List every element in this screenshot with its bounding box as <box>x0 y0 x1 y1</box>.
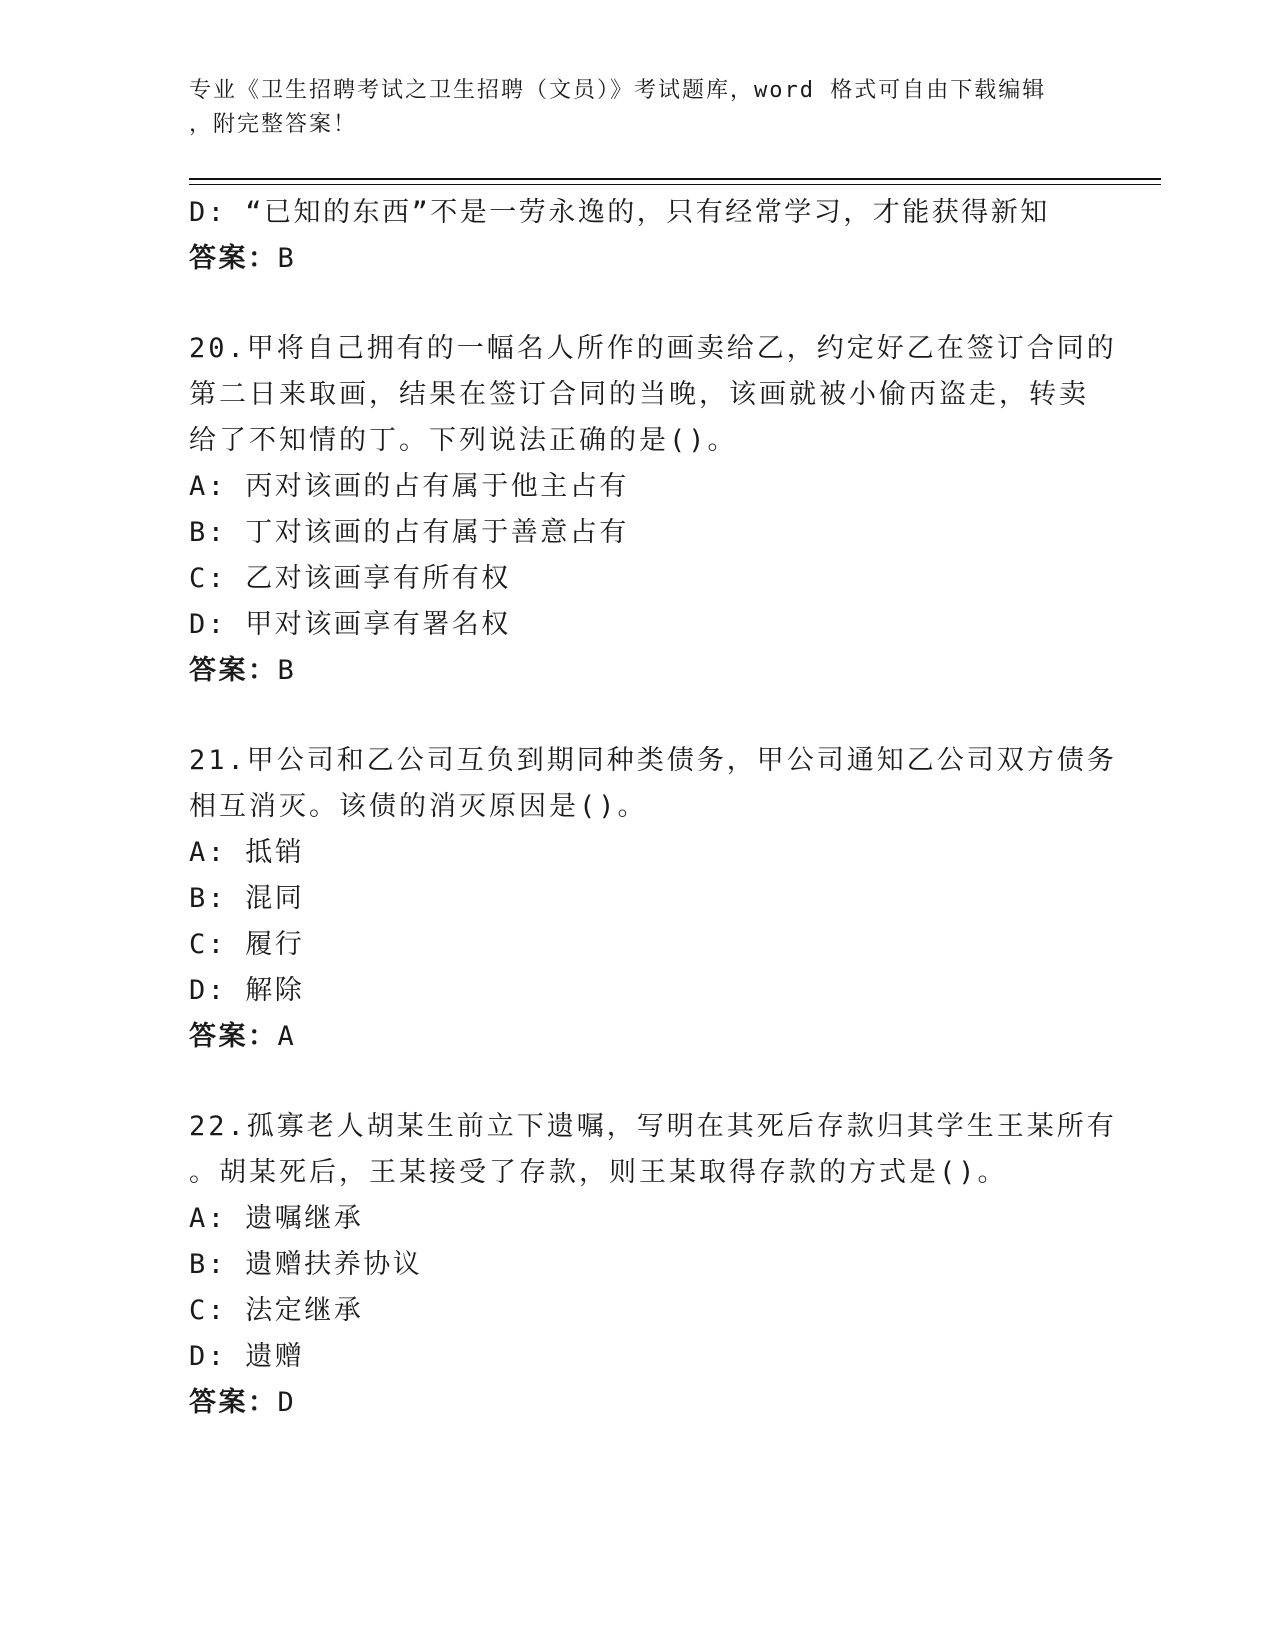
option-d: D: 解除 <box>189 975 305 1006</box>
header-divider-thick <box>189 178 1161 180</box>
answer-label: 答案： <box>189 1021 278 1052</box>
question-text <box>189 738 1117 830</box>
answer-label: 答案： <box>189 243 278 274</box>
header-title-line-2: ，附完整答案！ <box>189 112 358 137</box>
option-a: A: 抵销 <box>189 837 305 868</box>
answer-line <box>189 648 1089 694</box>
option-b: B: 丁对该画的占有属于善意占有 <box>189 517 629 548</box>
option-a: A: 遗嘱继承 <box>189 1203 364 1234</box>
option-d: D: 遗赠 <box>189 1341 305 1372</box>
question-21 <box>189 738 1117 1060</box>
previous-question-tail <box>189 190 1089 282</box>
answer-value: B <box>277 243 297 274</box>
question-text-line: 20.甲将自己拥有的一幅名人所作的画卖给乙，约定好乙在签订合同的 <box>189 333 1117 364</box>
answer-line <box>189 1014 1089 1060</box>
answer-value: D <box>277 1387 297 1418</box>
option-d: D: 甲对该画享有署名权 <box>189 609 511 640</box>
option-b: B: 遗赠扶养协议 <box>189 1249 423 1280</box>
option-d: D: “已知的东西”不是一劳永逸的，只有经常学习，才能获得新知 <box>189 197 1050 228</box>
header-divider-thin <box>189 184 1161 185</box>
option-a: A: 丙对该画的占有属于他主占有 <box>189 471 629 502</box>
page-header <box>189 74 1089 142</box>
question-22 <box>189 1104 1117 1426</box>
question-text <box>189 1104 1117 1196</box>
question-text <box>189 326 1117 464</box>
question-list <box>189 190 1117 1426</box>
option-c: C: 乙对该画享有所有权 <box>189 563 511 594</box>
question-text-line: 21.甲公司和乙公司互负到期同种类债务，甲公司通知乙公司双方债务 <box>189 745 1117 776</box>
question-text-line: 相互消灭。该债的消灭原因是()。 <box>189 791 648 822</box>
answer-line <box>189 1380 1089 1426</box>
answer-value: B <box>277 655 297 686</box>
question-text-line: 。胡某死后，王某接受了存款，则王某取得存款的方式是()。 <box>189 1157 1008 1188</box>
option-c: C: 履行 <box>189 929 305 960</box>
answer-line <box>189 236 1089 282</box>
question-text-line: 22.孤寡老人胡某生前立下遗嘱，写明在其死后存款归其学生王某所有 <box>189 1111 1117 1142</box>
answer-label: 答案： <box>189 655 278 686</box>
question-20 <box>189 326 1117 694</box>
option-b: B: 混同 <box>189 883 305 914</box>
question-text-line: 第二日来取画，结果在签订合同的当晚，该画就被小偷丙盗走，转卖 <box>189 379 1089 410</box>
option-c: C: 法定继承 <box>189 1295 364 1326</box>
answer-label: 答案： <box>189 1387 278 1418</box>
question-text-line: 给了不知情的丁。下列说法正确的是()。 <box>189 425 738 456</box>
answer-value: A <box>277 1021 297 1052</box>
header-title-line-1: 专业《卫生招聘考试之卫生招聘（文员）》考试题库，word 格式可自由下载编辑 <box>189 78 1047 103</box>
